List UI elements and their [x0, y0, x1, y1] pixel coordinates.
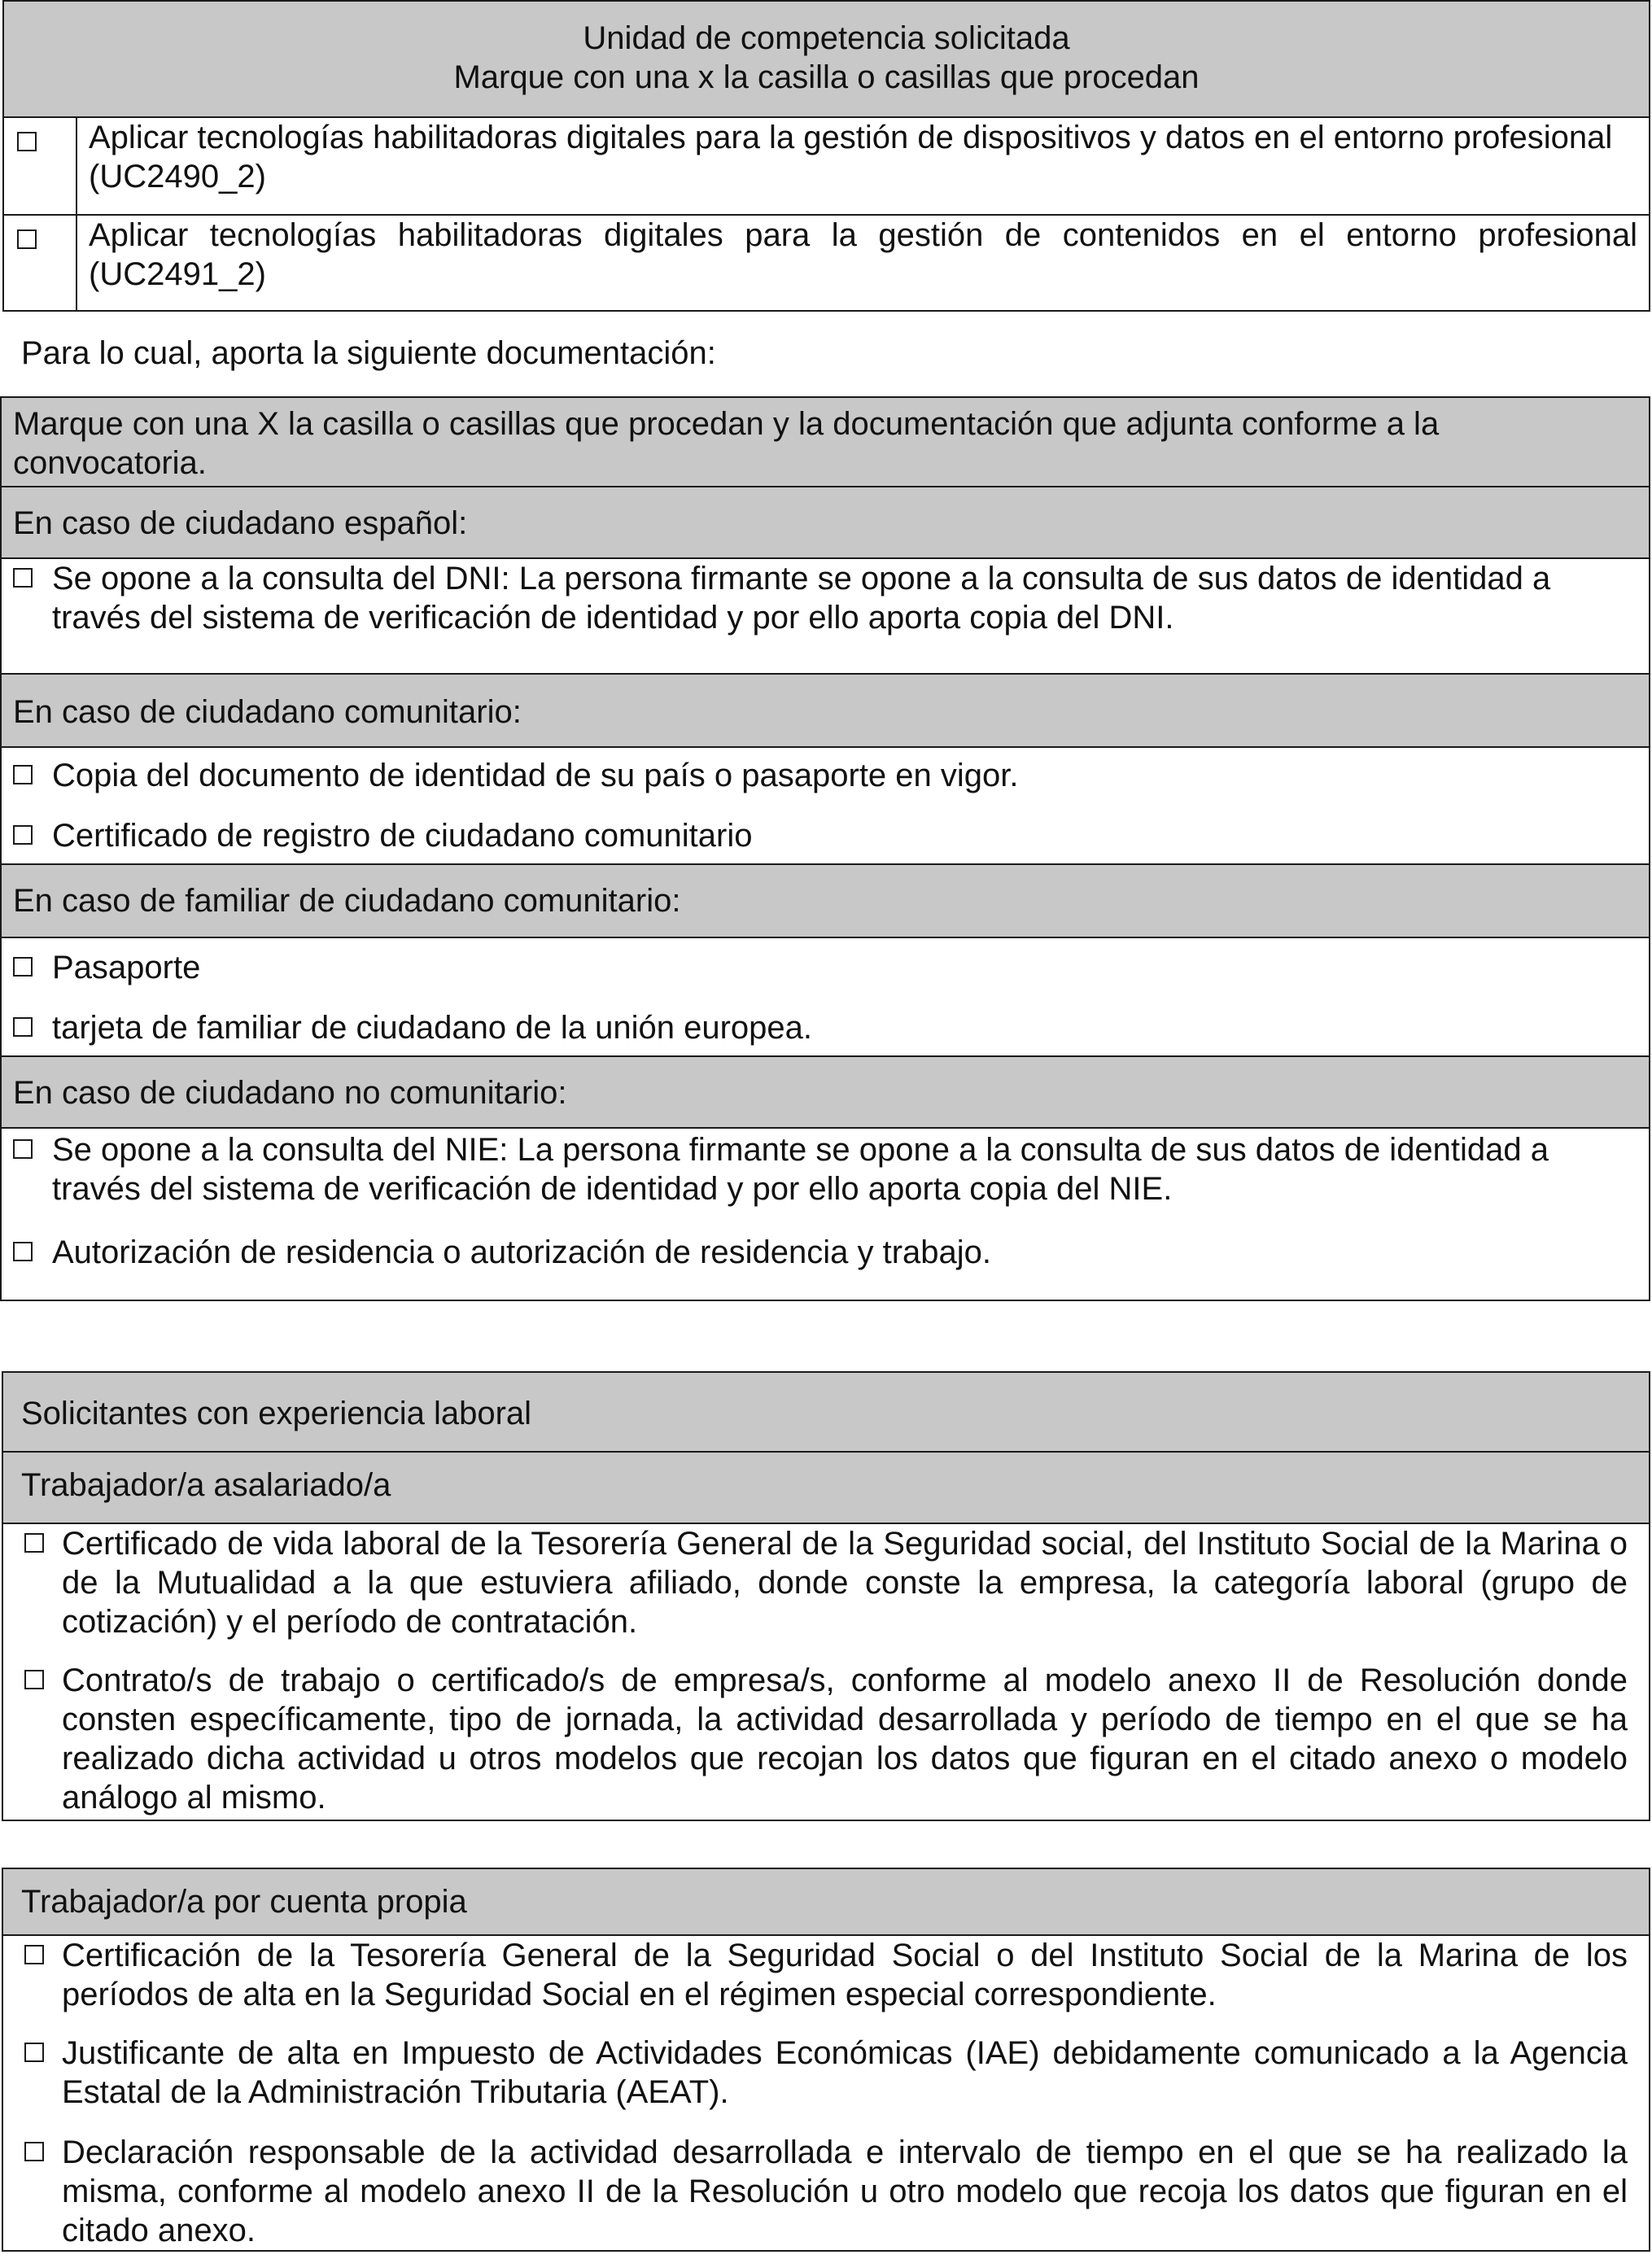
competency-checkbox-uc2491[interactable] — [17, 229, 37, 249]
competency-checkbox-uc2490[interactable] — [17, 132, 37, 151]
checkbox-family-card[interactable] — [13, 1017, 33, 1037]
checkbox-id-copy[interactable] — [13, 765, 33, 784]
competency-table-header — [4, 2, 1649, 118]
employee-subheader: Trabajador/a asalariado/a — [3, 1453, 1649, 1524]
work-experience-table — [2, 1371, 1650, 1821]
item-text: Certificado de vida laboral de la Tesorería General de la Seguridad social, del Instituto Social de la Marina o de la Mutualidad a la que estuviera afiliado, donde conste la empresa, la categoría laboral (grupo de cotización) y el período de contratación. — [62, 1526, 1628, 1640]
checkbox-residence-authorization[interactable] — [13, 1242, 33, 1261]
competency-table — [2, 0, 1650, 312]
section-title-non-community: En caso de ciudadano no comunitario: — [2, 1055, 1649, 1129]
section-title-community: En caso de ciudadano comunitario: — [2, 673, 1649, 748]
list-item — [24, 2133, 1628, 2250]
documentation-table — [0, 396, 1650, 1301]
checkbox-cell — [4, 216, 77, 310]
item-text: Se opone a la consulta del DNI: La persona firmante se opone a la consulta de sus datos de identidad a través del sistema de verificación de identidad y por ello aporta copia del DNI. — [52, 561, 1551, 636]
list-item — [13, 559, 1637, 637]
list-item — [13, 948, 1637, 1008]
section-family-items — [2, 938, 1649, 1055]
self-employed-header: Trabajador/a por cuenta propia — [3, 1869, 1649, 1936]
item-text: Justificante de alta en Impuesto de Actividades Económicas (IAE) debidamente comunicado a la Agencia Estatal de la Administración Tributaria (AEAT). — [62, 2035, 1628, 2110]
item-text: Contrato/s de trabajo o certificado/s de empresa/s, conforme al modelo anexo II de Resolución donde consten específicamente, tipo de jornada, la actividad desarrollada y período de tiempo en el que se ha realizado dicha actividad u otros modelos que recojan los datos que figuran en el citado anexo o modelo análogo al mismo. — [62, 1663, 1628, 1816]
item-text: Certificación de la Tesorería General de la Seguridad Social o del Instituto Social de la Marina de los períodos de alta en la Seguridad Social en el régimen especial correspondiente. — [62, 1938, 1628, 2012]
item-text: Pasaporte — [52, 950, 201, 985]
item-text: Certificado de registro de ciudadano comunitario — [52, 818, 753, 854]
list-item — [13, 1008, 1637, 1047]
documentation-header: Marque con una X la casilla o casillas que procedan y la documentación que adjunta conforme a la convocatoria. — [2, 398, 1649, 487]
competency-row — [4, 216, 1649, 310]
competency-header-title: Unidad de competencia solicitada — [583, 20, 1070, 56]
checkbox-responsible-declaration[interactable] — [24, 2142, 44, 2161]
list-item — [24, 1524, 1628, 1661]
list-item — [13, 1130, 1637, 1233]
section-community-items — [2, 748, 1649, 863]
item-text: tarjeta de familiar de ciudadano de la unión europea. — [52, 1010, 812, 1046]
item-text: Declaración responsable de la actividad desarrollada e intervalo de tiempo en el que se ha realizado la misma, conforme al modelo anexo II de la Resolución u otro modelo que recoja los datos que figuran en el citado anexo. — [62, 2134, 1628, 2248]
checkbox-oppose-nie[interactable] — [13, 1139, 33, 1159]
competency-header-instruction: Marque con una x la casilla o casillas que procedan — [453, 59, 1200, 95]
intro-text: Para lo cual, aporta la siguiente documentación: — [21, 335, 716, 371]
employee-items — [3, 1524, 1649, 1817]
item-text: Copia del documento de identidad de su país o pasaporte en vigor. — [52, 758, 1019, 793]
section-non-community-items — [2, 1129, 1649, 1272]
list-item — [13, 756, 1637, 816]
competency-label: Aplicar tecnologías habilitadoras digitales para la gestión de contenidos en el entorno profesional (UC2491_2) — [89, 217, 1637, 292]
section-spanish-items — [2, 559, 1649, 673]
item-text: Se opone a la consulta del NIE: La persona firmante se opone a la consulta de sus datos de identidad a través del sistema de verificación de identidad y por ello aporta copia del NIE. — [52, 1132, 1549, 1207]
section-title-family: En caso de familiar de ciudadano comunitario: — [2, 863, 1649, 938]
list-item — [24, 1661, 1628, 1817]
checkbox-registry-certificate[interactable] — [13, 825, 33, 845]
checkbox-social-security-certification[interactable] — [24, 1945, 44, 1964]
competency-row — [4, 118, 1649, 216]
checkbox-oppose-dni[interactable] — [13, 568, 33, 588]
checkbox-cell — [4, 118, 77, 214]
item-text: Autorización de residencia o autorización de residencia y trabajo. — [52, 1234, 992, 1270]
self-employed-items — [3, 1936, 1649, 2250]
list-item — [24, 1936, 1628, 2034]
checkbox-work-contract[interactable] — [24, 1670, 44, 1689]
work-experience-header: Solicitantes con experiencia laboral — [3, 1373, 1649, 1453]
checkbox-iae-registration[interactable] — [24, 2043, 44, 2062]
competency-label: Aplicar tecnologías habilitadoras digitales para la gestión de dispositivos y datos en el entorno profesional (UC2490_2) — [89, 120, 1613, 194]
list-item — [13, 1233, 1637, 1272]
list-item — [13, 816, 1637, 855]
section-title-spanish: En caso de ciudadano español: — [2, 487, 1649, 559]
self-employed-table — [2, 1868, 1650, 2252]
list-item — [24, 2034, 1628, 2133]
checkbox-passport[interactable] — [13, 957, 33, 977]
checkbox-work-life-certificate[interactable] — [24, 1533, 44, 1553]
